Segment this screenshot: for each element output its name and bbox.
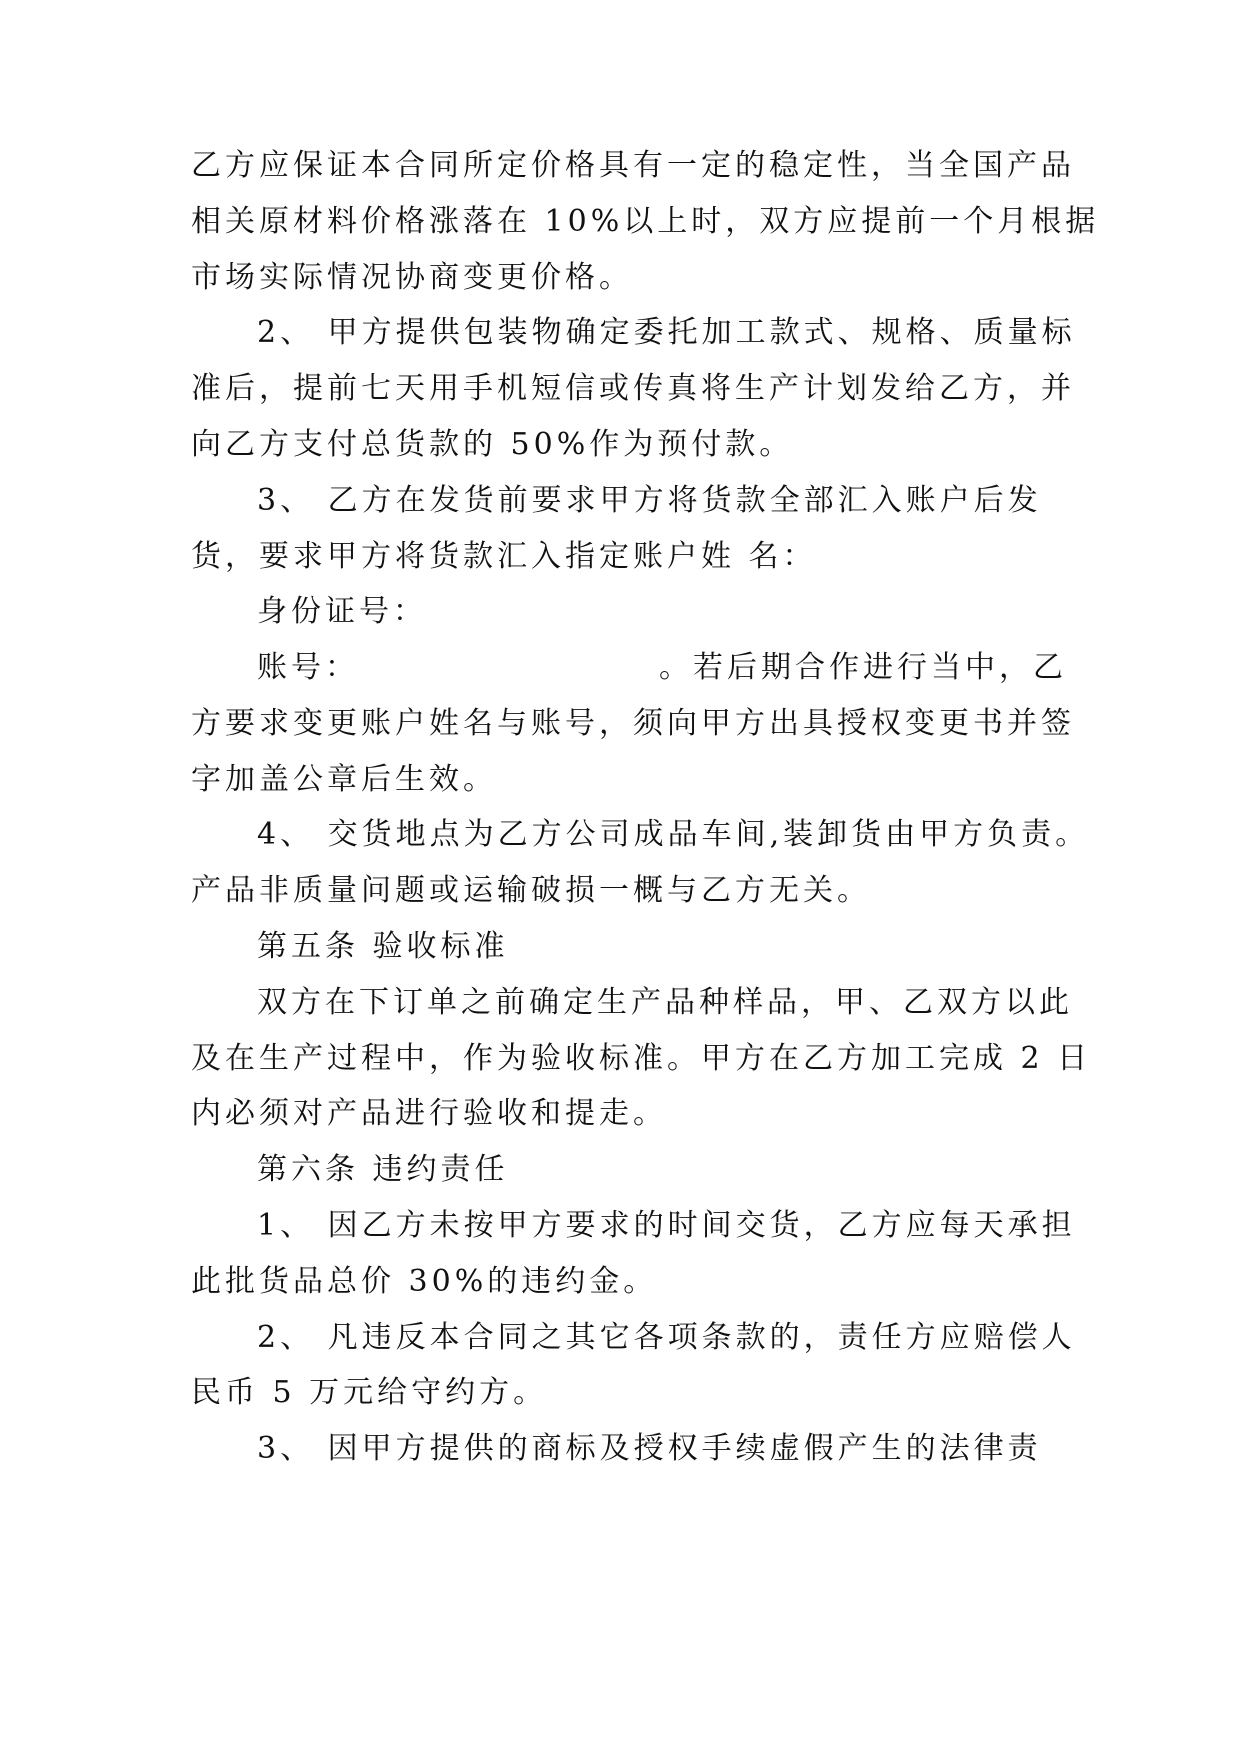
text-line: 内必须对产品进行验收和提走。: [191, 1096, 667, 1131]
text-line: 1、 因乙方未按甲方要求的时间交货，乙方应每天承担: [257, 1208, 1076, 1243]
account-label: 账号：: [257, 650, 359, 685]
text-line: 向乙方支付总货款的 50%作为预付款。: [191, 427, 794, 462]
text-line: 3、 乙方在发货前要求甲方将货款全部汇入账户后发: [257, 483, 1042, 518]
text-line: 4、 交货地点为乙方公司成品车间,装卸货由甲方负责。: [257, 817, 1090, 852]
text-line: 方要求变更账户姓名与账号，须向甲方出具授权变更书并签: [191, 706, 1075, 741]
text-line: 身份证号：: [257, 594, 427, 629]
text-line: 准后，提前七天用手机短信或传真将生产计划发给乙方，并: [191, 371, 1075, 406]
account-line: [257, 648, 1067, 688]
section-heading: 第五条 验收标准: [257, 929, 509, 964]
text-line: 乙方应保证本合同所定价格具有一定的稳定性，当全国产品: [191, 148, 1075, 183]
text-line: 货，要求甲方将货款汇入指定账户姓 名：: [191, 539, 817, 574]
account-line-continuation: 。若后期合作进行当中，乙: [659, 650, 1067, 685]
section-heading: 第六条 违约责任: [257, 1152, 509, 1187]
text-line: 产品非质量问题或运输破损一概与乙方无关。: [191, 873, 871, 908]
text-line: 此批货品总价 30%的违约金。: [191, 1264, 658, 1299]
text-line: 及在生产过程中，作为验收标准。甲方在乙方加工完成 2 日: [191, 1041, 1092, 1076]
text-line: 3、 因甲方提供的商标及授权手续虚假产生的法律责: [257, 1431, 1042, 1466]
text-line: 相关原材料价格涨落在 10%以上时，双方应提前一个月根据: [191, 204, 1100, 239]
text-line: 双方在下订单之前确定生产品种样品，甲、乙双方以此: [257, 985, 1073, 1020]
text-line: 市场实际情况协商变更价格。: [191, 260, 633, 295]
text-line: 2、 凡违反本合同之其它各项条款的，责任方应赔偿人: [257, 1320, 1076, 1355]
text-line: 字加盖公章后生效。: [191, 762, 497, 797]
text-line: 民币 5 万元给守约方。: [191, 1375, 548, 1410]
text-line: 2、 甲方提供包装物确定委托加工款式、规格、质量标: [257, 315, 1076, 350]
